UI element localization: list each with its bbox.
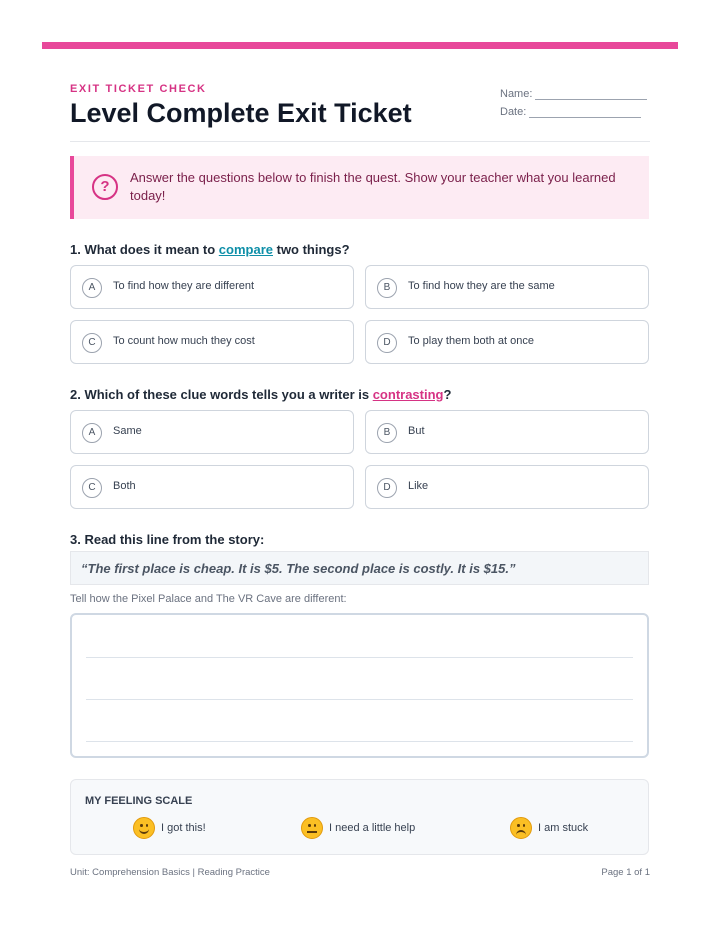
question-3-title: 3. Read this line from the story:: [70, 532, 265, 547]
q2-text-after: ?: [443, 387, 452, 402]
name-field[interactable]: [500, 88, 647, 100]
question-circle-icon: ?: [92, 174, 118, 200]
q2-option-a[interactable]: [70, 410, 354, 454]
answer-line: [86, 657, 633, 658]
q1-option-b[interactable]: [365, 265, 649, 309]
option-text: But: [408, 425, 425, 437]
option-text: Both: [113, 480, 136, 492]
option-text: Like: [408, 480, 429, 492]
option-text: Same: [113, 425, 142, 437]
story-quote: [70, 551, 649, 585]
callout-message: Answer the questions below to finish the quest. Show your teacher what you learned today!: [130, 170, 616, 203]
story-quote-text: “The first place is cheap. It is $5. The second place is costly. It is $15.”: [81, 561, 516, 576]
q1-text-before: 1. What does it mean to: [70, 242, 219, 257]
option-text: To play them both at once: [408, 335, 534, 347]
feeling-option-need-help[interactable]: [301, 817, 415, 839]
header-divider: [70, 141, 650, 142]
q2-option-c[interactable]: [70, 465, 354, 509]
top-accent-bar: [42, 42, 678, 49]
q1-option-d[interactable]: [365, 320, 649, 364]
name-line[interactable]: [535, 89, 647, 100]
page-title: Level Complete Exit Ticket: [70, 98, 412, 128]
option-letter-bubble: C: [82, 478, 102, 498]
q1-keyword: compare: [218, 242, 273, 257]
feeling-option-got-this[interactable]: [133, 817, 206, 839]
q1-option-c[interactable]: [70, 320, 354, 364]
option-text: To find how they are different: [113, 280, 255, 292]
answer-box[interactable]: [70, 613, 649, 758]
footer-unit: Unit: Comprehension Basics | Reading Practice: [70, 867, 270, 878]
option-letter-bubble: D: [377, 478, 397, 498]
feeling-scale-heading: MY FEELING SCALE: [85, 795, 193, 807]
option-letter-bubble: C: [82, 333, 102, 353]
option-letter-bubble: B: [377, 278, 397, 298]
question-2-title: [70, 387, 451, 402]
q2-option-b[interactable]: [365, 410, 649, 454]
q3-prompt: Tell how the Pixel Palace and The VR Cave are different:: [70, 593, 347, 605]
date-label: Date:: [500, 106, 527, 118]
name-label: Name:: [500, 88, 533, 100]
happy-face-icon: [133, 817, 155, 839]
q1-text-after: two things?: [273, 242, 350, 257]
page-kicker: EXIT TICKET CHECK: [70, 83, 207, 95]
option-letter-bubble: A: [82, 423, 102, 443]
feeling-label: I got this!: [161, 822, 206, 834]
footer-page-number: Page 1 of 1: [601, 867, 650, 878]
q2-keyword: contrasting: [372, 387, 444, 402]
date-line[interactable]: [529, 107, 641, 118]
q2-option-d[interactable]: [365, 465, 649, 509]
answer-line: [86, 741, 633, 742]
feeling-scale: [70, 779, 649, 855]
q2-text-before: 2. Which of these clue words tells you a writer is: [70, 387, 373, 402]
instructions-callout: [70, 156, 649, 219]
option-letter-bubble: D: [377, 333, 397, 353]
neutral-face-icon: [301, 817, 323, 839]
answer-line: [86, 699, 633, 700]
q1-option-a[interactable]: [70, 265, 354, 309]
feeling-label: I need a little help: [329, 822, 416, 834]
option-text: To find how they are the same: [408, 280, 555, 292]
question-1-title: [70, 242, 350, 257]
option-text: To count how much they cost: [113, 335, 255, 347]
option-letter-bubble: A: [82, 278, 102, 298]
date-field[interactable]: [500, 106, 641, 118]
sad-face-icon: [510, 817, 532, 839]
feeling-option-stuck[interactable]: [510, 817, 588, 839]
option-letter-bubble: B: [377, 423, 397, 443]
feeling-label: I am stuck: [538, 822, 589, 834]
